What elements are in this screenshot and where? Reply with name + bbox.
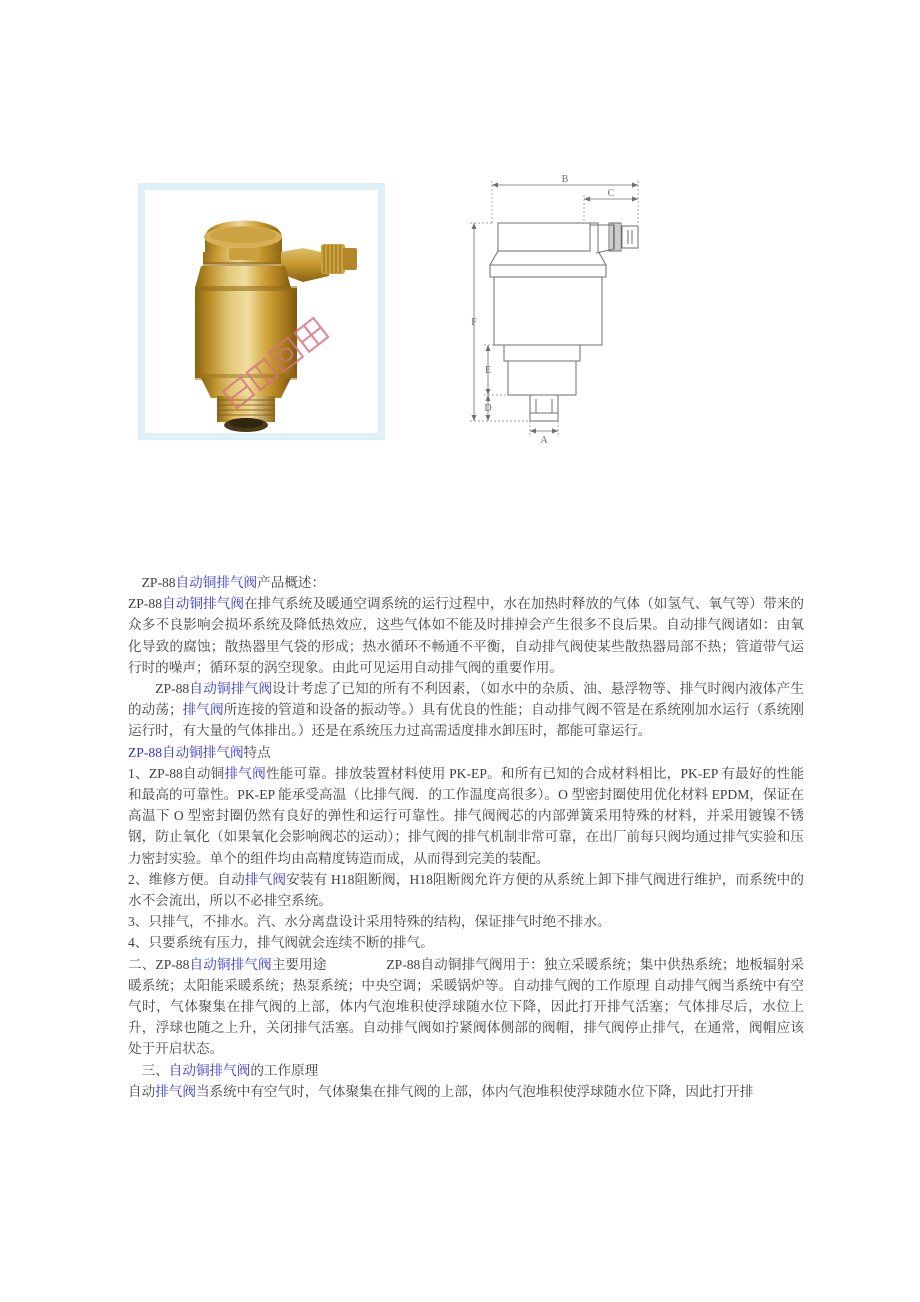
heading-overview: [128, 572, 804, 593]
product-photo: [138, 183, 385, 440]
dimension-label-e: E: [484, 365, 492, 376]
section-three-heading: [128, 1060, 804, 1081]
product-photo-canvas: [145, 190, 378, 433]
dimension-label-c: C: [607, 188, 615, 199]
heading-overview-link[interactable]: 自动铜排气阀: [175, 575, 258, 590]
section-three-suffix: 的工作原理: [250, 1062, 319, 1078]
feature-item-1: [128, 763, 804, 869]
dimension-label-f: F: [471, 317, 477, 328]
document-body: [128, 572, 804, 1102]
heading-features: [128, 742, 804, 763]
dimension-label-b: B: [561, 174, 569, 185]
section-three-body-prefix: 自动: [128, 1083, 156, 1099]
feature-1-text: 性能可靠。排放装置材料使用 PK-EP。和所有已知的合成材料相比，PK-EP 有最好的性能和最高的可靠性。PK-EP 能承受高温（比排气阀．的工作温度高很多）。O 型密封圈使用优化材料 EPDM，保证在高温下 O 型密封圈仍然有良好的弹性和运行可靠性。排气阀阀芯的内部弹簧采用特殊的材料，并采用镀镍不锈钢，防止氧化（如果氧化会影响阀芯的运动）；排气阀的排气机制非常可靠，在出厂前每只阀均通过排气实验和压力密封实验。单个的组件均由高精度铸造而成，从而得到完美的装配。: [128, 765, 805, 866]
feature-item-3: 3、只排气，不排水。汽、水分离盘设计采用特殊的结构，保证排气时绝不排水。: [128, 914, 611, 930]
section-three-body-text: 当系统中有空气时，气体聚集在排气阀的上部，体内气泡堆积使浮球随水位下降，因此打开排: [195, 1083, 754, 1099]
heading-features-suffix: 特点: [243, 744, 271, 760]
section-two-mid: 主要用途: [271, 956, 327, 972]
air-vent-valve-photo-illustration: [145, 190, 378, 433]
paragraph-overview-text: 在排气系统及暖通空调系统的运行过程中，水在加热时释放的气体（如氢气、氧气等）带来的众多不良影响会损坏系统及降低热效应，这些气体如不能及时排掉会产生很多不良后果。自动排气阀诸如：由氧化导致的腐蚀；散热器里气袋的形成；热水循环不畅通不平衡，自动排气阀使某些散热器局部不热；管道带气运行时的噪声；循环泵的涡空现象。由此可见运用自动排气阀的重要作用。: [128, 596, 805, 675]
feature-2-text: 安装有 H18阻断阀，H18阻断阀允许方便的从系统上卸下排气阀进行维护，而系统中的水不会流出，所以不必排空系统。: [128, 871, 805, 909]
section-three-body-link[interactable]: 排气阀: [155, 1083, 196, 1099]
section-three-prefix: 三、: [141, 1062, 169, 1078]
section-two-text: ZP-88自动铜排气阀用于：独立采暖系统；集中供热系统；地板辐射采暖系统；太阳能采暖系统；热泵系统；中央空调；采暖锅炉等。自动排气阀的工作原理 自动排气阀当系统中有空气时，气体聚集在排气阀的上部，体内气泡堆积使浮球随水位下降，因此打开排气活塞；气体排尽后，水位上升，浮球也随之上升，关闭排气活塞。自动排气阀如拧紧阀体侧部的阀帽，排气阀停止排气，在通常，阀帽应该处于开启状态。: [128, 956, 805, 1057]
technical-drawing: [462, 173, 647, 443]
paragraph-design-mid-2: 所连接的管道和设备的振动等。）具有优良的性能；自动排气阀不管是在系统刚加水运行（系统刚运行时，有大量的气体排出。）还是在系统压力过高需适度排水卸压时，都能可靠运行。: [128, 702, 805, 739]
section-two-link[interactable]: 自动铜排气阀: [189, 956, 272, 972]
dimension-drawing-svg: [462, 173, 647, 443]
paragraph-design-link-2[interactable]: 排气阀: [182, 702, 224, 718]
feature-item-4: 4、只要系统有压力，排气阀就会连续不断的排气。: [128, 935, 434, 951]
feature-1-prefix: 1、ZP-88自动铜: [128, 765, 225, 781]
paragraph-overview-link[interactable]: 自动铜排气阀: [161, 596, 245, 612]
section-three-link[interactable]: 自动铜排气阀: [168, 1062, 251, 1078]
section-two: [128, 954, 804, 1060]
feature-2-prefix: 2、维修方便。自动: [128, 871, 245, 887]
paragraph-overview-prefix: ZP-88: [128, 596, 162, 612]
feature-1-link[interactable]: 排气阀: [224, 765, 266, 781]
dimension-label-d: D: [484, 403, 492, 414]
feature-item-2: [128, 869, 804, 911]
heading-overview-prefix: ZP-88: [141, 575, 176, 590]
dimension-label-a: A: [540, 435, 548, 443]
heading-features-link[interactable]: 自动铜排气阀: [161, 744, 244, 760]
feature-2-link[interactable]: 排气阀: [244, 871, 287, 887]
paragraph-design: [128, 678, 804, 742]
paragraph-design-prefix: ZP-88: [155, 681, 190, 697]
heading-features-prefix: ZP-88: [128, 744, 162, 760]
paragraph-overview: [128, 593, 804, 678]
media-row: [0, 168, 920, 458]
section-three-body: [128, 1081, 804, 1102]
paragraph-design-mid-1: 设计考虑了已知的所有不利因素，（如水中的杂质、油、悬浮物等、排气时阀内液体产生的动荡；: [128, 681, 804, 718]
paragraph-design-link-1[interactable]: 自动铜排气阀: [189, 681, 273, 697]
heading-overview-suffix: 产品概述：: [257, 575, 326, 590]
section-two-prefix: 二、ZP-88: [128, 956, 190, 972]
